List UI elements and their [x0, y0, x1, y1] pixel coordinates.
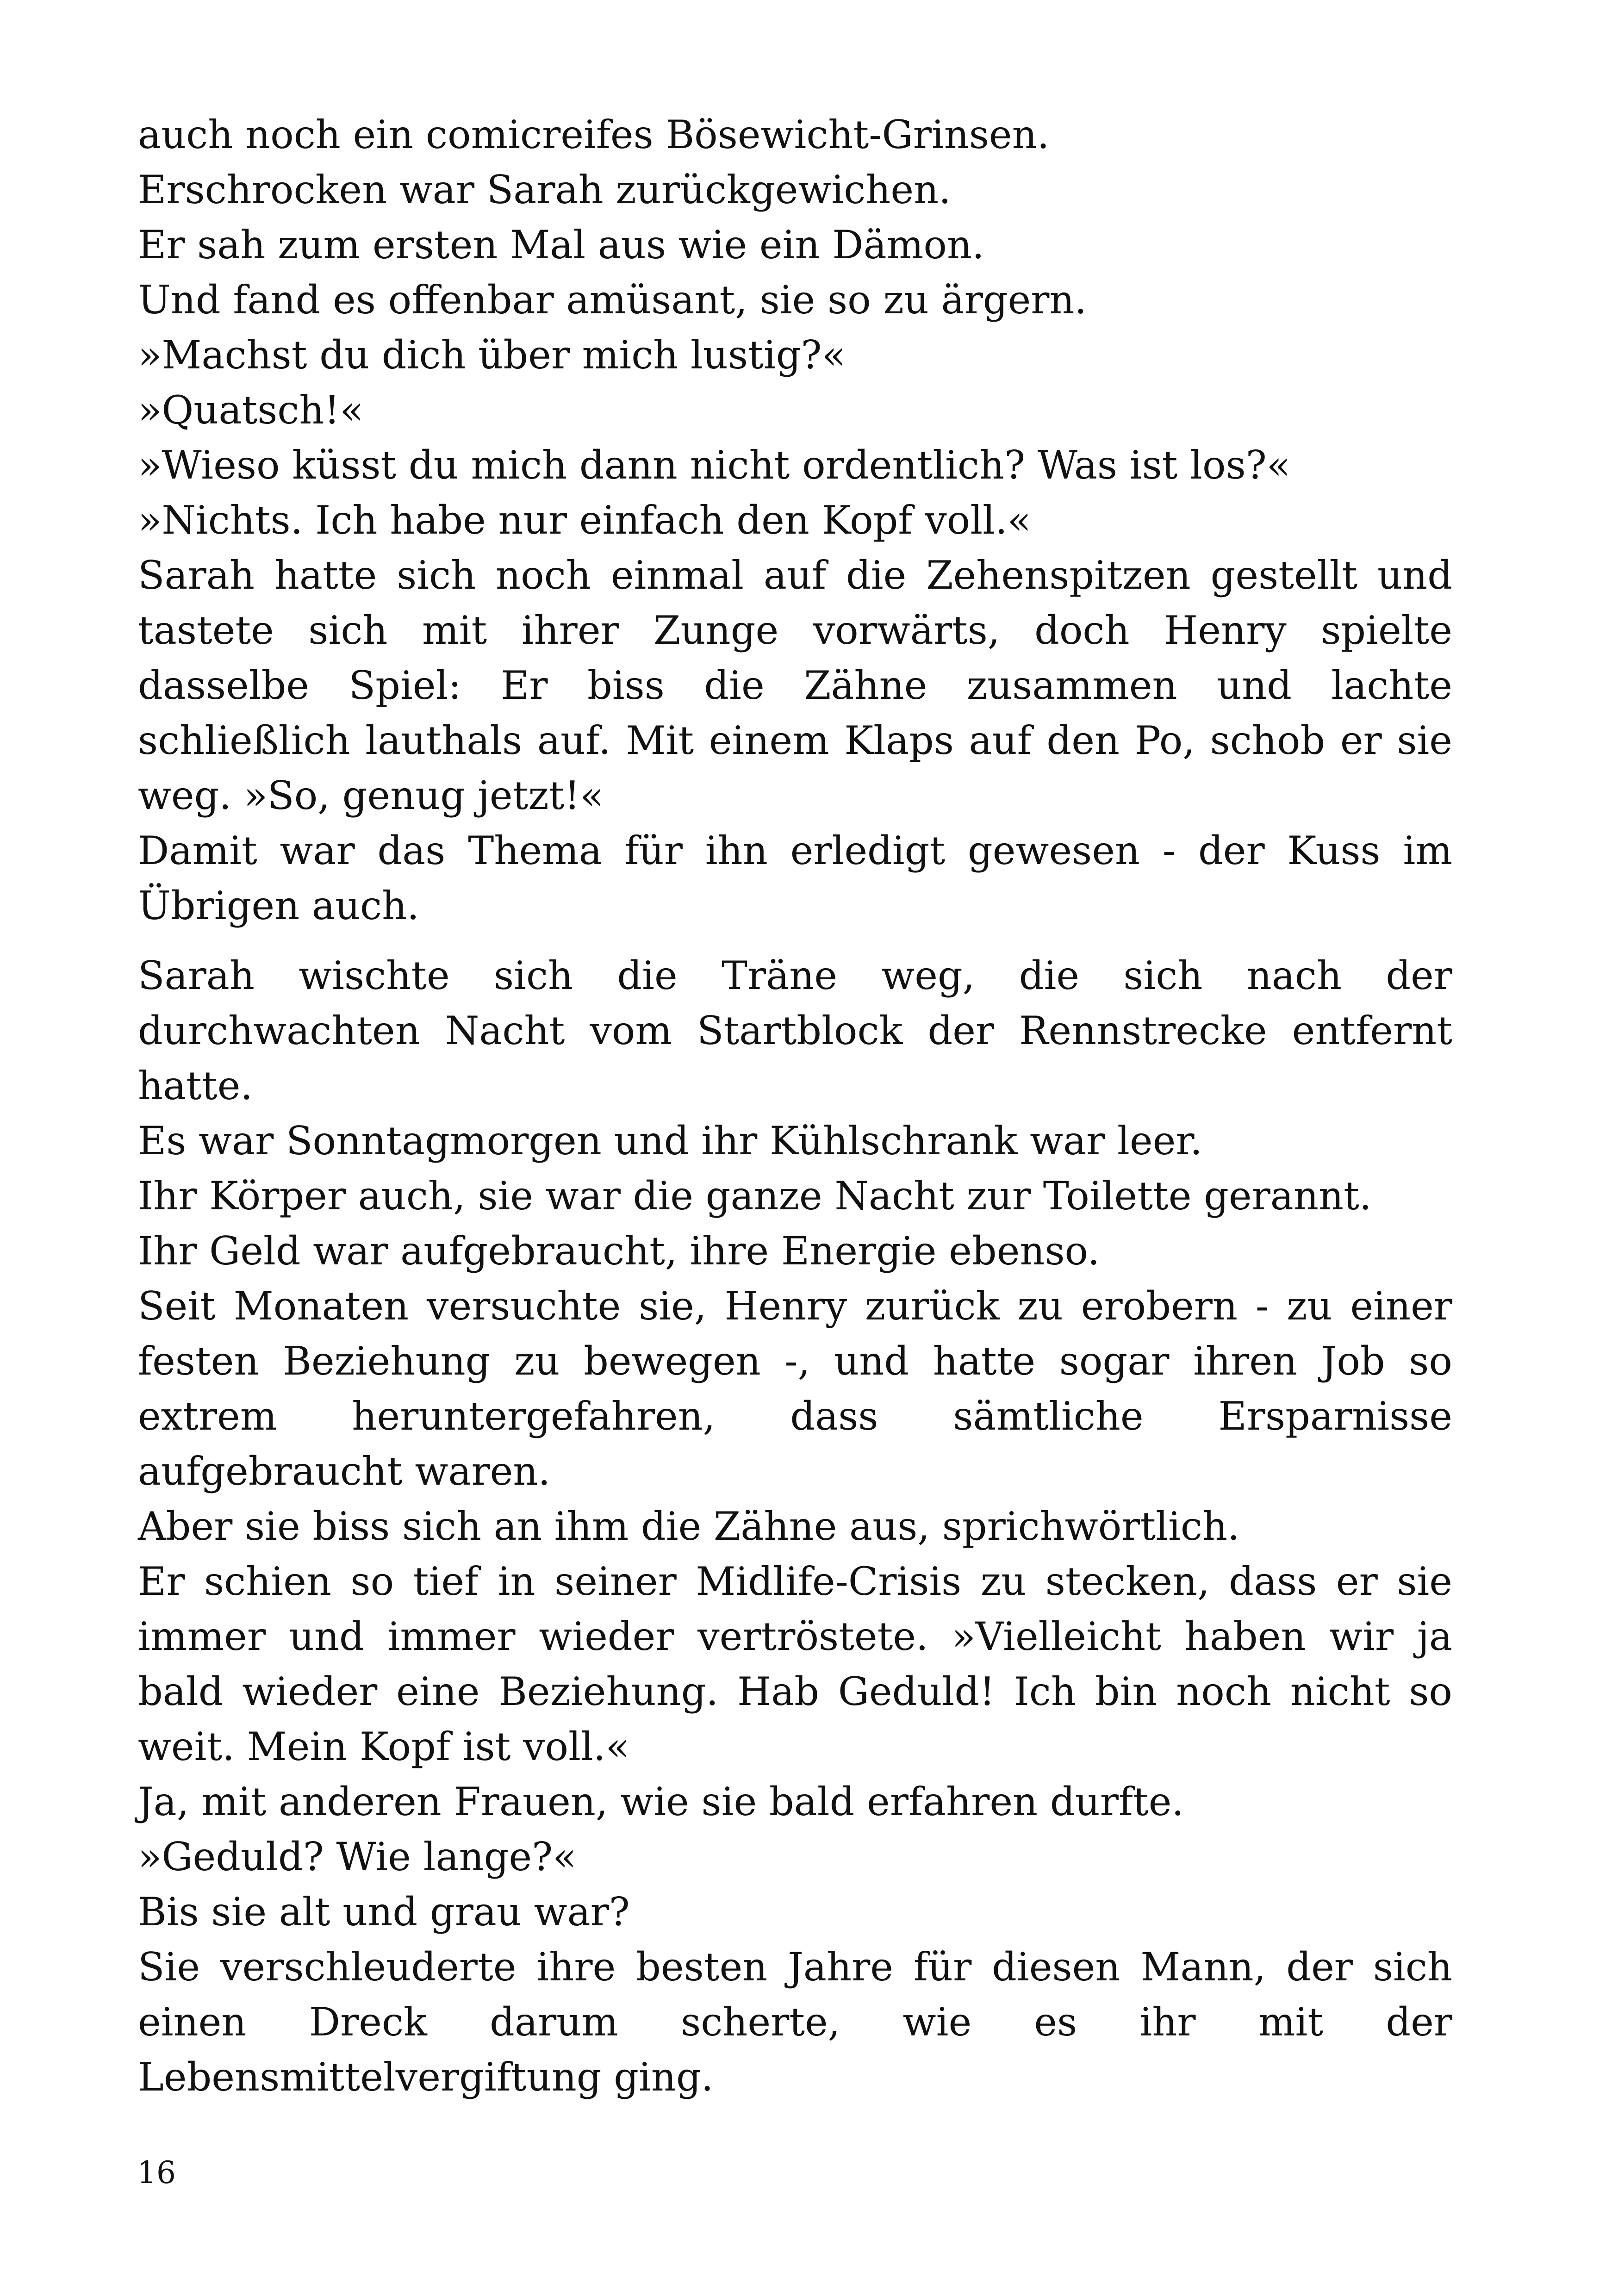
paragraph: »Nichts. Ich habe nur einfach den Kopf voll.« [138, 498, 1032, 543]
paragraph: »Geduld? Wie lange?« [138, 1834, 577, 1879]
paragraph: »Machst du dich über mich lustig?« [138, 332, 846, 378]
paragraph: Sarah hatte sich noch einmal auf die Zehenspitzen gestellt und tastete sich mit ihrer Zunge vorwärts, doch Henry spielte dasselbe Spiel: Er biss die Zähne zusammen und lachte schließlich lauthals auf. Mit einem Klaps auf den Po, schob er sie weg. »So, genug jetzt!« [138, 553, 1452, 818]
paragraph: Es war Sonntagmorgen und ihr Kühlschrank war leer. [138, 1118, 1202, 1164]
paragraph: Und fand es offenbar amüsant, sie so zu ärgern. [138, 277, 1087, 323]
paragraph: Sarah wischte sich die Träne weg, die sich nach der durchwachten Nacht vom Startblock der Rennstrecke entfernt hatte. [138, 953, 1452, 1108]
paragraph: Ja, mit anderen Frauen, wie sie bald erfahren durfte. [138, 1779, 1184, 1824]
text-block-2 [138, 948, 1452, 2105]
paragraph: Erschrocken war Sarah zurückgewichen. [138, 167, 951, 212]
paragraph: Sie verschleuderte ihre besten Jahre für diesen Mann, der sich einen Dreck darum scherte, wie es ihr mit der Lebensmittelvergiftung ging. [138, 1944, 1452, 2100]
paragraph: auch noch ein comicreifes Bösewicht-Grinsen. [138, 112, 1050, 157]
paragraph: Er schien so tief in seiner Midlife-Crisis zu stecken, dass er sie immer und immer wieder vertröstete. »Vielleicht haben wir ja bald wieder eine Beziehung. Hab Geduld! Ich bin noch nicht so weit. Mein Kopf ist voll.« [138, 1559, 1452, 1769]
page-number: 16 [137, 2155, 176, 2190]
paragraph: Seit Monaten versuchte sie, Henry zurück zu erobern - zu einer festen Beziehung zu bewegen -, und hatte sogar ihren Job so extrem heruntergefahren, dass sämtliche Ersparnisse aufgebraucht waren. [138, 1283, 1452, 1494]
paragraph: Damit war das Thema für ihn erledigt gewesen - der Kuss im Übrigen auch. [138, 828, 1452, 928]
paragraph: »Wieso küsst du mich dann nicht ordentlich? Was ist los?« [138, 442, 1291, 488]
paragraph: Er sah zum ersten Mal aus wie ein Dämon. [138, 222, 984, 268]
text-block-1 [138, 107, 1452, 933]
paragraph: »Quatsch!« [138, 387, 364, 433]
paragraph: Bis sie alt und grau war? [138, 1889, 630, 1935]
paragraph: Ihr Geld war aufgebraucht, ihre Energie ebenso. [138, 1228, 1100, 1274]
paragraph: Ihr Körper auch, sie war die ganze Nacht zur Toilette gerannt. [138, 1173, 1372, 1219]
paragraph: Aber sie biss sich an ihm die Zähne aus, sprichwörtlich. [138, 1504, 1240, 1549]
